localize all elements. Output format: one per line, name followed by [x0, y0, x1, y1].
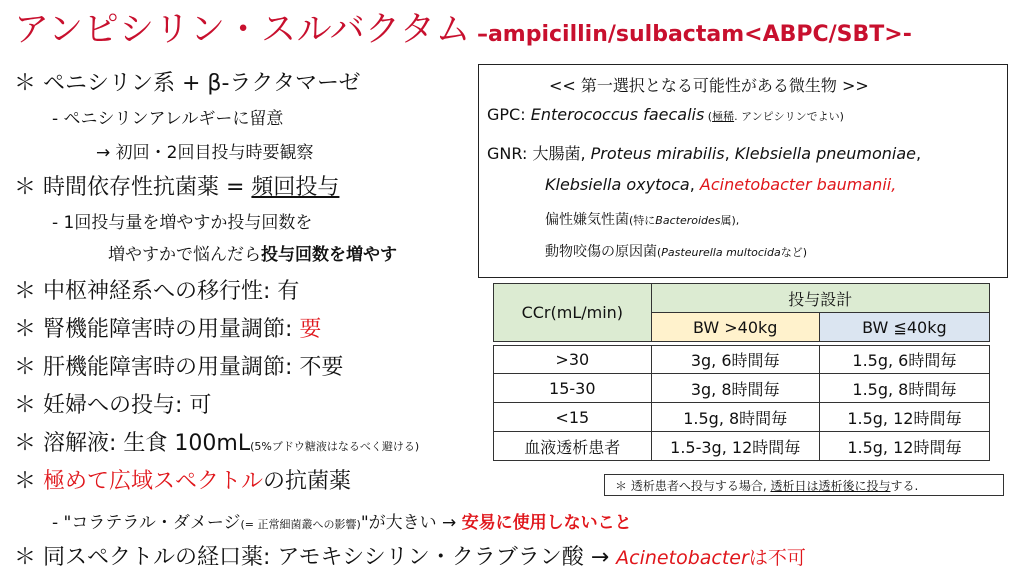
bullet-collateral-mid: "が大きい →	[360, 513, 462, 533]
col-ccr: CCr(mL/min)	[494, 284, 652, 342]
row-dose-low: 1.5g, 12時間毎	[819, 432, 989, 461]
bullet-observe: → 初回・2回目投与時要観察	[96, 143, 314, 163]
row-ccr: <15	[494, 403, 652, 432]
gpc-organism: Enterococcus faecalis	[530, 105, 705, 124]
anaerobes-note-pre: (特に	[629, 214, 656, 227]
bullet-solvent-note: (5%ブドウ糖液はなるべく避ける)	[250, 440, 420, 453]
bullet-increase-freq-text: 増やすかで悩んだら	[108, 245, 261, 265]
gpc-note-rare: 極稀	[712, 110, 735, 123]
bites-pasteurella: Pasteurella multocida	[661, 246, 781, 259]
organisms-box	[478, 64, 1008, 278]
bullet-oral-not-ok: は不可	[748, 547, 806, 569]
organisms-header: << 第一選択となる可能性がある微生物 >>	[549, 76, 869, 95]
bullet-solvent-text: ＊ 溶解液: 生食 100mL	[14, 431, 251, 456]
anaerobes-label: 偏性嫌気性菌	[545, 212, 629, 228]
organisms-gnr	[487, 141, 921, 164]
bites-note-pre: (	[657, 246, 662, 259]
bullet-penicillin: ＊ ペニシリン系 + β-ラクタマーゼ	[14, 71, 361, 96]
bullet-pregnancy: ＊ 妊婦への投与: 可	[14, 393, 212, 418]
table-row	[494, 374, 990, 403]
bullet-renal-text: ＊ 腎機能障害時の用量調節:	[14, 317, 300, 342]
gnr-sep2: ,	[916, 144, 922, 163]
anaerobes-bacteroides: Bacteroides	[655, 214, 721, 227]
bullet-renal-required: 要	[299, 317, 322, 342]
bullet-broad-star: ＊	[14, 469, 43, 494]
row-dose-high: 1.5g, 8時間毎	[651, 403, 819, 432]
row-dose-low: 1.5g, 8時間毎	[819, 374, 989, 403]
bullet-renal	[14, 312, 321, 343]
row-ccr: 血液透析患者	[494, 432, 652, 461]
col-bw-high: BW >40kg	[651, 313, 819, 342]
bullet-broad-red: 極めて広域スペクトル	[43, 469, 264, 494]
dialysis-note-emph: 透析日は透析後に投与	[770, 479, 891, 493]
col-bw-low: BW ≦40kg	[819, 313, 989, 342]
organisms-bites	[545, 241, 807, 261]
table-row	[494, 346, 990, 374]
bullet-oral-text: ＊ 同スペクトルの経口薬: アモキシシリン・クラブラン酸 →	[14, 545, 617, 570]
dialysis-note-pre: ＊ 透析患者へ投与する場合,	[615, 479, 771, 493]
row-dose-high: 3g, 6時間毎	[651, 346, 819, 374]
row-ccr: >30	[494, 346, 652, 374]
row-dose-low: 1.5g, 6時間毎	[819, 346, 989, 374]
gpc-note-pre: (	[704, 110, 713, 123]
row-ccr: 15-30	[494, 374, 652, 403]
bullet-hepatic: ＊ 肝機能障害時の用量調節: 不要	[14, 355, 344, 380]
bullet-broad-post: の抗菌薬	[263, 469, 352, 494]
bullet-collateral-note: (= 正常細菌叢への影響)	[240, 518, 361, 531]
bullet-collateral	[52, 508, 632, 533]
bullet-increase-freq-bold: 投与回数を増やす	[261, 245, 397, 265]
page-title	[14, 2, 912, 52]
dialysis-note	[604, 474, 1004, 496]
bullet-increase-freq	[108, 240, 397, 265]
gpc-label: GPC:	[487, 105, 531, 124]
table-row	[494, 403, 990, 432]
table-row	[494, 432, 990, 461]
bullet-collateral-pre: - "コラテラル・ダメージ	[52, 513, 241, 533]
bullet-broad-spectrum	[14, 464, 351, 495]
line3-sep: ,	[689, 175, 700, 194]
row-dose-low: 1.5g, 12時間毎	[819, 403, 989, 432]
row-dose-high: 1.5-3g, 12時間毎	[651, 432, 819, 461]
bullet-allergy: - ペニシリンアレルギーに留意	[52, 109, 284, 129]
anaerobes-note-post: 属),	[720, 214, 740, 227]
organisms-anaerobes	[545, 209, 739, 229]
bullet-time-dependent	[14, 170, 339, 201]
klebsiella-oxytoca: Klebsiella oxytoca	[545, 175, 690, 194]
acinetobacter-baumanii: Acinetobacter baumanii,	[699, 175, 897, 194]
gpc-note-post: . アンピシリンでよい)	[734, 110, 844, 123]
gnr-proteus: Proteus mirabilis	[590, 144, 725, 163]
row-dose-high: 3g, 8時間毎	[651, 374, 819, 403]
gnr-label: GNR: 大腸菌,	[487, 144, 591, 163]
title-main: アンピシリン・スルバクタム	[14, 10, 471, 50]
organisms-gpc	[487, 105, 844, 124]
bullet-cns: ＊ 中枢神経系への移行性: 有	[14, 279, 300, 304]
dialysis-note-post: する.	[890, 479, 919, 493]
bullet-collateral-warning: 安易に使用しないこと	[461, 513, 632, 533]
bullet-solvent	[14, 426, 419, 457]
title-sub: –ampicillin/sulbactam<ABPC/SBT>-	[476, 22, 912, 47]
dose-table	[493, 283, 990, 461]
organisms-line3	[545, 175, 896, 194]
bites-label: 動物咬傷の原因菌	[545, 244, 657, 260]
bullet-time-dependent-text: ＊ 時間依存性抗菌薬 =	[14, 175, 252, 200]
bites-note-post: など)	[780, 246, 808, 259]
gnr-klebsiella-pneumoniae: Klebsiella pneumoniae	[734, 144, 916, 163]
bullet-dose-or-freq: - 1回投与量を増やすか投与回数を	[52, 213, 313, 233]
bullet-frequent-dosing: 頻回投与	[251, 175, 340, 200]
gnr-sep1: ,	[724, 144, 735, 163]
bullet-oral	[14, 540, 806, 571]
col-design: 投与設計	[651, 284, 989, 313]
bullet-oral-acinetobacter: Acinetobacter	[616, 547, 749, 569]
